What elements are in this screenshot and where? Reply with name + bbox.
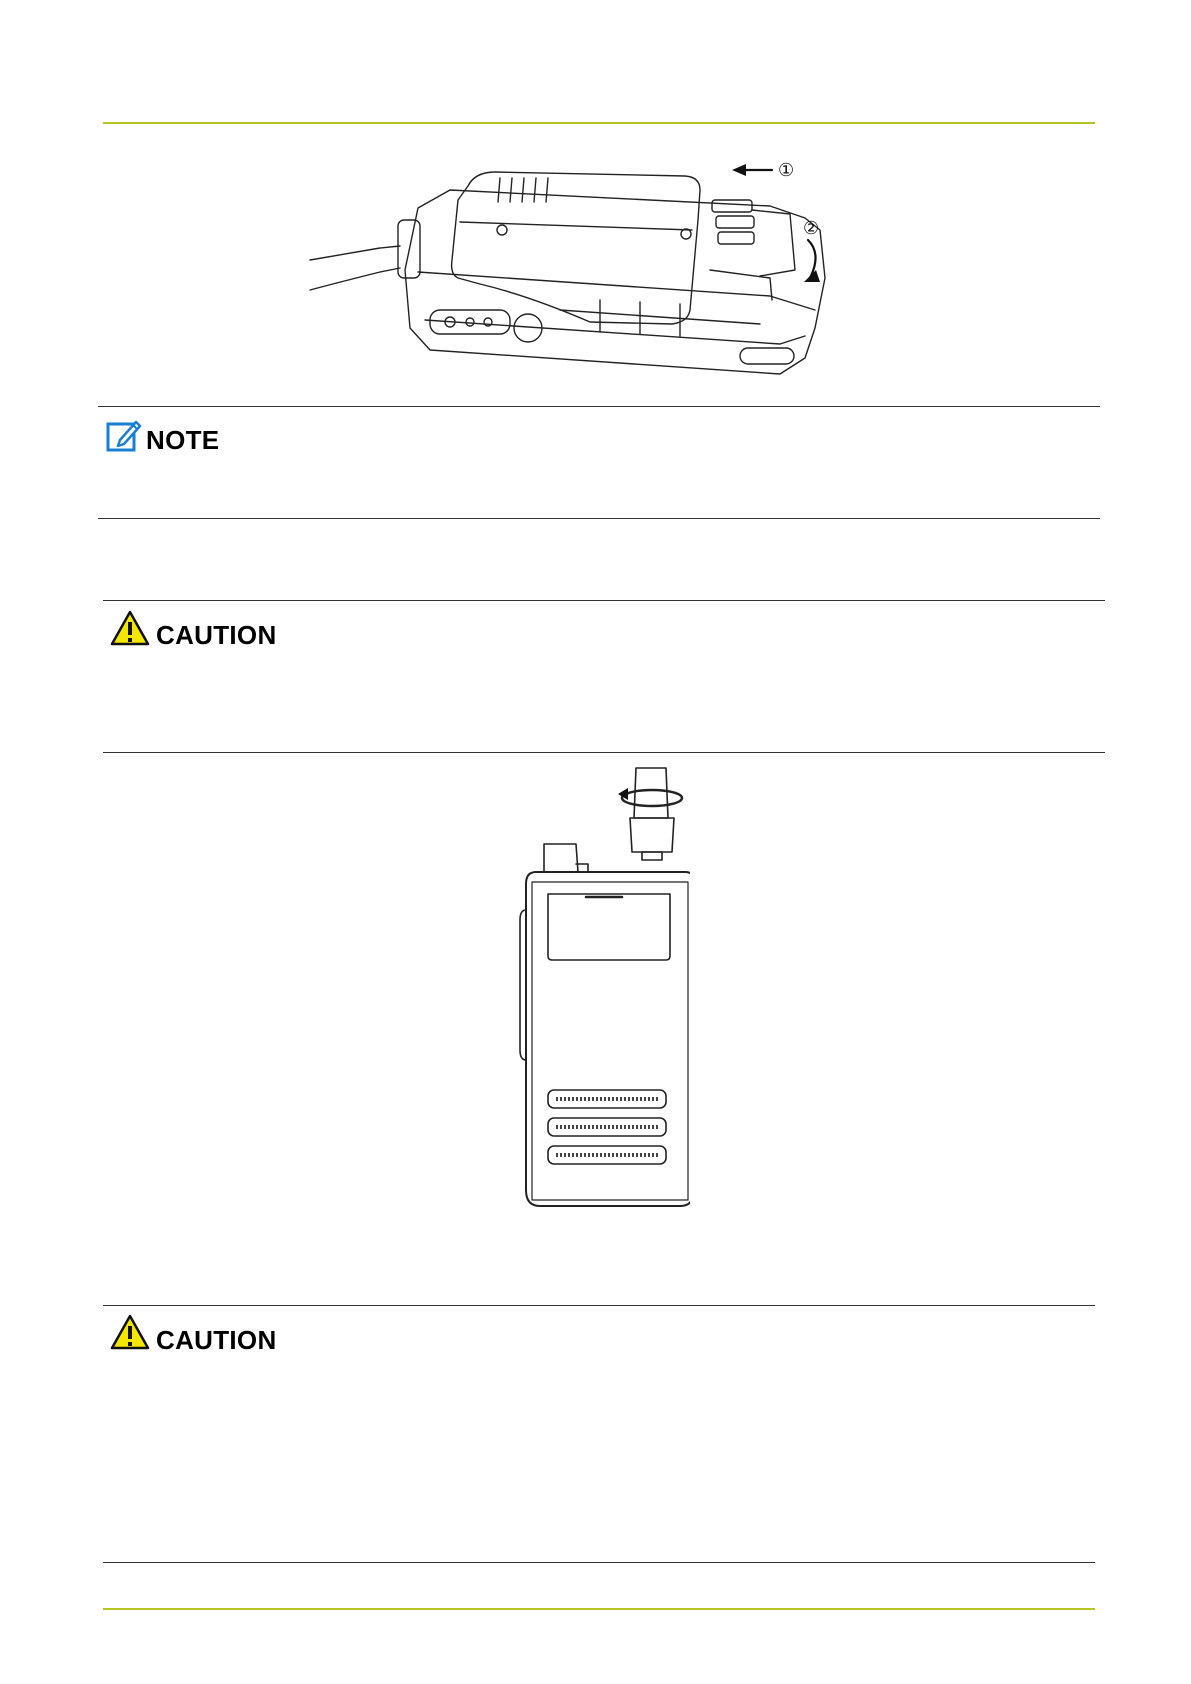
- step-1-label: ①: [778, 160, 795, 181]
- step-2-label: ②: [803, 218, 820, 239]
- caution-2-bottom-rule: [103, 1562, 1095, 1563]
- note-bottom-rule: [98, 518, 1100, 519]
- caution-1-title: CAUTION: [156, 620, 277, 650]
- note-title: NOTE: [146, 425, 220, 455]
- caution-1-top-rule: [103, 600, 1105, 601]
- warning-triangle-icon: [110, 610, 150, 646]
- footer-rule: [103, 1608, 1095, 1610]
- battery-clip-figure: [300, 160, 860, 400]
- note-top-rule: [98, 406, 1100, 407]
- header-rule: [103, 122, 1095, 124]
- antenna-install-figure: [510, 760, 690, 1212]
- caution-2-top-rule: [103, 1305, 1095, 1306]
- warning-triangle-icon: [110, 1314, 150, 1350]
- caution-1-bottom-rule: [103, 752, 1105, 753]
- caution-2-title: CAUTION: [156, 1325, 277, 1355]
- note-pencil-icon: [106, 418, 142, 454]
